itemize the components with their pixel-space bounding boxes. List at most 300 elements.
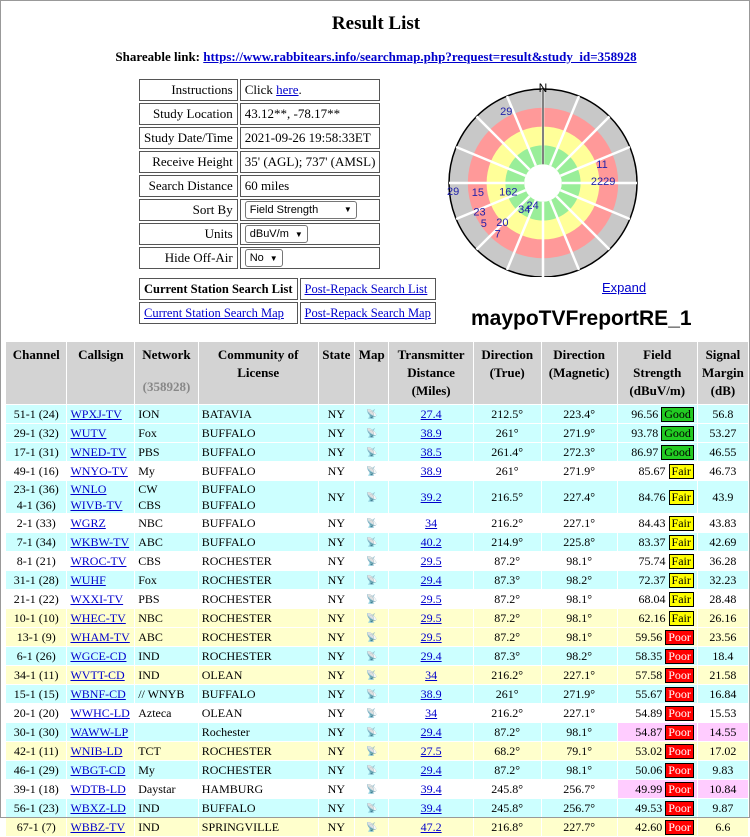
cell-map: [355, 723, 388, 741]
community-value: OLEAN: [201, 706, 243, 720]
cell-channel: [6, 481, 66, 513]
table-row: [6, 780, 748, 798]
community-value: SPRINGVILLE: [201, 820, 280, 834]
cell-channel: [6, 818, 66, 836]
cell-community: [199, 704, 318, 722]
community-value: BATAVIA: [201, 407, 252, 421]
cell-state: NY: [319, 481, 354, 513]
cell-field-strength: [618, 723, 697, 741]
callsign-link[interactable]: WPXJ-TV: [70, 407, 122, 421]
callsign-link[interactable]: WBNF-CD: [70, 687, 126, 701]
map-pin-icon[interactable]: 📡: [366, 557, 378, 567]
distance-link[interactable]: 34: [425, 668, 438, 682]
param-label: Receive Height: [139, 151, 238, 173]
network-value: TCT: [138, 744, 161, 758]
cell-direction-true: 214.9°: [474, 533, 541, 551]
cell-direction-true: 87.2°: [474, 628, 541, 646]
cell-state: NY: [319, 424, 354, 442]
community-value: BUFFALO: [201, 426, 256, 440]
cell-direction-true: 261°: [474, 424, 541, 442]
distance-link[interactable]: 29.5: [420, 554, 442, 568]
community-value: BUFFALO: [201, 687, 256, 701]
distance-link[interactable]: 38.9: [420, 687, 442, 701]
cell-direction-true: 87.3°: [474, 647, 541, 665]
community-value: ROCHESTER: [201, 592, 272, 606]
cell-signal-margin: 42.69: [698, 533, 748, 551]
map-pin-icon[interactable]: 📡: [366, 448, 378, 458]
map-pin-icon[interactable]: 📡: [366, 410, 378, 420]
network-value: Fox: [138, 573, 157, 587]
map-pin-icon[interactable]: 📡: [366, 493, 378, 503]
callsign-link[interactable]: WROC-TV: [70, 554, 127, 568]
station-marker-label[interactable]: 29: [500, 105, 513, 118]
channel-value: 4-1 (36): [16, 498, 56, 512]
network-value: CBS: [138, 498, 161, 512]
cell-community: [199, 462, 318, 480]
chevron-down-icon: ▼: [343, 205, 352, 214]
param-value: 43.12**, -78.17**: [240, 103, 381, 125]
station-marker-label[interactable]: 23: [473, 206, 486, 219]
map-pin-icon[interactable]: 📡: [366, 785, 378, 795]
header-community[interactable]: Community of License: [199, 342, 318, 404]
station-marker-label[interactable]: 7: [494, 228, 501, 241]
cell-state: NY: [319, 514, 354, 532]
map-pin-icon[interactable]: 📡: [366, 538, 378, 548]
community-value: HAMBURG: [201, 782, 264, 796]
cell-map: [355, 685, 388, 703]
field-value: 68.04: [638, 592, 666, 606]
cell-network: [135, 628, 198, 646]
header-direction-magnetic[interactable]: Direction (Magnetic): [542, 342, 617, 404]
signal-compass-chart[interactable]: [445, 81, 641, 277]
cell-community: [199, 761, 318, 779]
table-row: [6, 481, 748, 513]
table-row: [6, 443, 748, 461]
cell-callsign: [67, 533, 134, 551]
param-row-sort: [139, 199, 380, 221]
map-pin-icon[interactable]: 📡: [366, 633, 378, 643]
header-state[interactable]: State: [319, 342, 354, 404]
cell-community: [199, 628, 318, 646]
cell-network: [135, 552, 198, 570]
callsign-link[interactable]: WXXI-TV: [70, 592, 124, 606]
cell-field-strength: [618, 514, 697, 532]
cell-field-strength: [618, 462, 697, 480]
cell-callsign: [67, 685, 134, 703]
community-value: ROCHESTER: [201, 744, 272, 758]
map-pin-icon[interactable]: 📡: [366, 467, 378, 477]
map-pin-icon[interactable]: 📡: [366, 614, 378, 624]
cell-community: [199, 533, 318, 551]
map-pin-icon[interactable]: 📡: [366, 595, 378, 605]
channel-value: 49-1 (16): [13, 464, 59, 478]
cell-callsign: [67, 552, 134, 570]
cell-distance: [389, 443, 472, 461]
header-signal-margin[interactable]: Signal Margin (dB): [698, 342, 748, 404]
channel-value: 31-1 (28): [13, 573, 59, 587]
cell-network: [135, 647, 198, 665]
cell-network: [135, 533, 198, 551]
cell-field-strength: [618, 818, 697, 836]
cell-map: [355, 666, 388, 684]
units-select[interactable]: [245, 225, 308, 243]
cell-signal-margin: 9.87: [698, 799, 748, 817]
cell-state: NY: [319, 443, 354, 461]
map-pin-icon[interactable]: 📡: [366, 804, 378, 814]
header-network[interactable]: [135, 342, 198, 404]
cell-field-strength: [618, 666, 697, 684]
cell-field-strength: [618, 571, 697, 589]
map-pin-icon[interactable]: 📡: [366, 823, 378, 833]
network-value: ABC: [138, 630, 163, 644]
distance-link[interactable]: 38.9: [420, 426, 442, 440]
chevron-down-icon: ▼: [269, 254, 278, 263]
callsign-link[interactable]: WNIB-LD: [70, 744, 123, 758]
rating-badge: Fair: [669, 611, 694, 626]
community-value: BUFFALO: [201, 445, 256, 459]
field-value: 58.35: [635, 649, 663, 663]
callsign-link[interactable]: WNYO-TV: [70, 464, 128, 478]
header-network-label: Network: [142, 347, 191, 362]
station-marker-label[interactable]: 11: [596, 158, 608, 171]
distance-link[interactable]: 29.5: [420, 592, 442, 606]
cell-direction-true: 87.2°: [474, 590, 541, 608]
header-direction-true[interactable]: Direction (True): [474, 342, 541, 404]
cell-network: [135, 799, 198, 817]
expand-link[interactable]: Expand: [602, 280, 647, 295]
instructions-link[interactable]: here: [276, 82, 299, 97]
cell-community: [199, 818, 318, 836]
cell-direction-magnetic: 98.2°: [542, 647, 617, 665]
community-value: ROCHESTER: [201, 649, 272, 663]
param-value: 35' (AGL); 737' (AMSL): [240, 151, 381, 173]
cell-signal-margin: 14.55: [698, 723, 748, 741]
header-map: Map: [355, 342, 388, 404]
station-marker-label[interactable]: 2229: [590, 175, 616, 188]
callsign-link[interactable]: WBXZ-LD: [70, 801, 126, 815]
callsign-link[interactable]: WKBW-TV: [70, 535, 130, 549]
param-row-instructions: [139, 79, 380, 101]
cell-map: [355, 761, 388, 779]
callsign-link[interactable]: WUHF: [70, 573, 106, 587]
cell-signal-margin: 56.8: [698, 405, 748, 423]
results-header-row: [6, 342, 748, 404]
cell-field-strength: [618, 590, 697, 608]
cell-community: [199, 723, 318, 741]
map-pin-icon[interactable]: 📡: [366, 709, 378, 719]
current-map-link[interactable]: Current Station Search Map: [144, 305, 284, 320]
cell-callsign: [67, 514, 134, 532]
cell-community: [199, 799, 318, 817]
param-label: Units: [139, 223, 238, 245]
field-value: 62.16: [638, 611, 666, 625]
callsign-link[interactable]: WWHC-LD: [70, 706, 130, 720]
post-repack-map-link[interactable]: Post-Repack Search Map: [304, 305, 431, 320]
map-pin-icon[interactable]: 📡: [366, 671, 378, 681]
cell-direction-true: 261.4°: [474, 443, 541, 461]
table-row: [6, 647, 748, 665]
cell-distance: [389, 514, 472, 532]
chevron-down-icon: ▼: [294, 230, 303, 239]
cell-direction-true: 216.2°: [474, 704, 541, 722]
cell-signal-margin: 46.73: [698, 462, 748, 480]
hide-off-air-select[interactable]: [245, 249, 283, 267]
cell-community: [199, 590, 318, 608]
cell-callsign: [67, 443, 134, 461]
cell-network: [135, 424, 198, 442]
field-value: 57.58: [635, 668, 663, 682]
cell-field-strength: [618, 780, 697, 798]
compass-ring: [524, 164, 562, 202]
cell-state: NY: [319, 533, 354, 551]
cell-direction-magnetic: 272.3°: [542, 443, 617, 461]
cell-channel: [6, 723, 66, 741]
cell-map: [355, 481, 388, 513]
callsign-link[interactable]: WDTB-LD: [70, 782, 126, 796]
cell-channel: [6, 704, 66, 722]
network-value: PBS: [138, 592, 160, 606]
cell-callsign: [67, 799, 134, 817]
distance-link[interactable]: 29.5: [420, 630, 442, 644]
callsign-link[interactable]: WBBZ-TV: [70, 820, 126, 834]
callsign-link[interactable]: WBGT-CD: [70, 763, 126, 777]
cell-callsign: [67, 647, 134, 665]
distance-link[interactable]: 40.2: [420, 535, 442, 549]
cell-direction-true: 87.2°: [474, 723, 541, 741]
share-label: Shareable link:: [115, 49, 200, 64]
cell-channel: [6, 571, 66, 589]
cell-map: [355, 443, 388, 461]
distance-link[interactable]: 38.9: [420, 464, 442, 478]
header-distance[interactable]: Transmitter Distance (Miles): [389, 342, 472, 404]
cell-signal-margin: 16.84: [698, 685, 748, 703]
cell-channel: [6, 552, 66, 570]
station-marker-label[interactable]: 162: [499, 186, 518, 199]
cell-direction-true: 216.8°: [474, 818, 541, 836]
station-marker-label[interactable]: 15: [471, 187, 484, 200]
cell-network: [135, 443, 198, 461]
current-list-label: Current Station Search List: [139, 278, 298, 300]
cell-field-strength: [618, 533, 697, 551]
cell-field-strength: [618, 761, 697, 779]
distance-link[interactable]: 38.5: [420, 445, 442, 459]
header-callsign[interactable]: Callsign: [67, 342, 134, 404]
rating-badge: Poor: [665, 763, 694, 778]
field-value: 50.06: [635, 763, 663, 777]
field-value: 83.37: [638, 535, 666, 549]
station-marker-label[interactable]: 24: [526, 200, 539, 213]
cell-channel: [6, 590, 66, 608]
cell-state: NY: [319, 571, 354, 589]
cell-direction-true: 245.8°: [474, 799, 541, 817]
station-marker-label[interactable]: 20: [496, 217, 509, 230]
callsign-link[interactable]: WHEC-TV: [70, 611, 126, 625]
cell-channel: [6, 533, 66, 551]
distance-link[interactable]: 29.4: [420, 725, 442, 739]
network-value: Daystar: [138, 782, 176, 796]
cell-network: [135, 761, 198, 779]
map-pin-icon[interactable]: 📡: [366, 519, 378, 529]
results-table: [5, 341, 749, 837]
cell-signal-margin: 23.56: [698, 628, 748, 646]
network-value: Fox: [138, 426, 157, 440]
distance-link[interactable]: 34: [425, 706, 438, 720]
map-pin-icon[interactable]: 📡: [366, 747, 378, 757]
field-value: 84.76: [638, 490, 666, 504]
page-title: Result List: [331, 13, 421, 34]
report-name: maypoTVFreportRE_1: [471, 307, 692, 330]
network-value: ION: [138, 407, 160, 421]
param-row-units: [139, 223, 380, 245]
channel-value: 67-1 (7): [16, 820, 56, 834]
cell-signal-margin: 6.6: [698, 818, 748, 836]
table-row: [6, 685, 748, 703]
cell-state: NY: [319, 818, 354, 836]
share-url-link[interactable]: https://www.rabbitears.info/searchmap.php?request=result&study_id=358928: [203, 49, 637, 64]
distance-link[interactable]: 39.4: [420, 801, 442, 815]
post-repack-list-link[interactable]: Post-Repack Search List: [304, 281, 428, 296]
cell-community: [199, 481, 318, 513]
callsign-link[interactable]: WGRZ: [70, 516, 106, 530]
cell-distance: [389, 609, 472, 627]
station-marker-label[interactable]: 34: [518, 203, 531, 216]
distance-link[interactable]: 27.5: [420, 744, 442, 758]
channel-value: 42-1 (11): [13, 744, 59, 758]
param-label: Study Location: [139, 103, 238, 125]
network-value: ABC: [138, 535, 163, 549]
distance-link[interactable]: 29.4: [420, 763, 442, 777]
channel-value: 34-1 (11): [13, 668, 59, 682]
header-channel[interactable]: Channel: [6, 342, 66, 404]
cell-callsign: [67, 405, 134, 423]
field-value: 72.37: [638, 573, 666, 587]
distance-link[interactable]: 29.5: [420, 611, 442, 625]
callsign-link[interactable]: WNED-TV: [70, 445, 127, 459]
cell-distance: [389, 685, 472, 703]
param-label: Search Distance: [139, 175, 238, 197]
field-value: 85.67: [638, 464, 666, 478]
cell-community: [199, 571, 318, 589]
map-pin-icon[interactable]: 📡: [366, 576, 378, 586]
cell-direction-magnetic: 98.1°: [542, 628, 617, 646]
cell-state: NY: [319, 552, 354, 570]
cell-network: [135, 685, 198, 703]
cell-callsign: [67, 761, 134, 779]
cell-network: [135, 723, 198, 741]
community-value: ROCHESTER: [201, 611, 272, 625]
table-row: [6, 424, 748, 442]
cell-callsign: [67, 742, 134, 760]
cell-channel: [6, 609, 66, 627]
cell-direction-magnetic: 271.9°: [542, 462, 617, 480]
distance-link[interactable]: 39.4: [420, 782, 442, 796]
map-pin-icon[interactable]: 📡: [366, 652, 378, 662]
field-value: 93.78: [631, 426, 659, 440]
distance-link[interactable]: 27.4: [420, 407, 442, 421]
cell-network: [135, 609, 198, 627]
cell-direction-true: 245.8°: [474, 780, 541, 798]
sort-by-select[interactable]: [245, 201, 357, 219]
cell-map: [355, 818, 388, 836]
field-value: 53.02: [635, 744, 663, 758]
station-marker-label[interactable]: 5: [480, 217, 487, 230]
callsign-link[interactable]: WGCE-CD: [70, 649, 127, 663]
cell-field-strength: [618, 609, 697, 627]
rating-badge: Poor: [665, 744, 694, 759]
map-pin-icon[interactable]: 📡: [366, 766, 378, 776]
cell-network: [135, 704, 198, 722]
cell-network: [135, 780, 198, 798]
cell-callsign: [67, 571, 134, 589]
cell-field-strength: [618, 685, 697, 703]
field-value: 96.56: [631, 407, 659, 421]
cell-direction-true: 212.5°: [474, 405, 541, 423]
cell-callsign: [67, 666, 134, 684]
cell-direction-magnetic: 227.1°: [542, 704, 617, 722]
callsign-link[interactable]: WHAM-TV: [70, 630, 130, 644]
field-value: 59.56: [635, 630, 663, 644]
callsign-link[interactable]: WAWW-LP: [70, 725, 129, 739]
field-value: 75.74: [638, 554, 666, 568]
cell-field-strength: [618, 405, 697, 423]
cell-channel: [6, 780, 66, 798]
cell-callsign: [67, 590, 134, 608]
header-field-strength[interactable]: Field Strength (dBuV/m): [618, 342, 697, 404]
cell-community: [199, 552, 318, 570]
rating-badge: Poor: [665, 801, 694, 816]
cell-direction-true: 87.3°: [474, 571, 541, 589]
cell-channel: [6, 443, 66, 461]
cell-direction-magnetic: 227.1°: [542, 666, 617, 684]
channel-value: 39-1 (18): [13, 782, 59, 796]
channel-value: 15-1 (15): [13, 687, 59, 701]
cell-map: [355, 552, 388, 570]
network-value: CBS: [138, 554, 161, 568]
rating-badge: Poor: [665, 706, 694, 721]
cell-state: NY: [319, 685, 354, 703]
field-value: 55.67: [635, 687, 663, 701]
map-pin-icon[interactable]: 📡: [366, 728, 378, 738]
network-value: IND: [138, 649, 160, 663]
callsign-link[interactable]: WVTT-CD: [70, 668, 125, 682]
community-value: ROCHESTER: [201, 630, 272, 644]
cell-channel: [6, 462, 66, 480]
callsign-link[interactable]: WNLO: [70, 482, 107, 496]
network-value: Azteca: [138, 706, 172, 720]
distance-link[interactable]: 39.2: [420, 490, 442, 504]
distance-link[interactable]: 29.4: [420, 649, 442, 663]
cell-state: NY: [319, 799, 354, 817]
network-value: CW: [138, 482, 158, 496]
map-pin-icon[interactable]: 📡: [366, 429, 378, 439]
distance-link[interactable]: 34: [425, 516, 438, 530]
callsign-link[interactable]: WUTV: [70, 426, 107, 440]
distance-link[interactable]: 47.2: [420, 820, 442, 834]
callsign-link[interactable]: WIVB-TV: [70, 498, 123, 512]
station-marker-label[interactable]: 29: [446, 185, 460, 198]
cell-distance: [389, 666, 472, 684]
distance-link[interactable]: 29.4: [420, 573, 442, 587]
rating-badge: Good: [661, 426, 694, 441]
table-row: [6, 799, 748, 817]
field-value: 49.53: [635, 801, 663, 815]
network-value: NBC: [138, 611, 163, 625]
cell-direction-magnetic: 98.1°: [542, 609, 617, 627]
channel-value: 46-1 (29): [13, 763, 59, 777]
cell-signal-margin: 53.27: [698, 424, 748, 442]
map-pin-icon[interactable]: 📡: [366, 690, 378, 700]
param-row-height: [139, 151, 380, 173]
